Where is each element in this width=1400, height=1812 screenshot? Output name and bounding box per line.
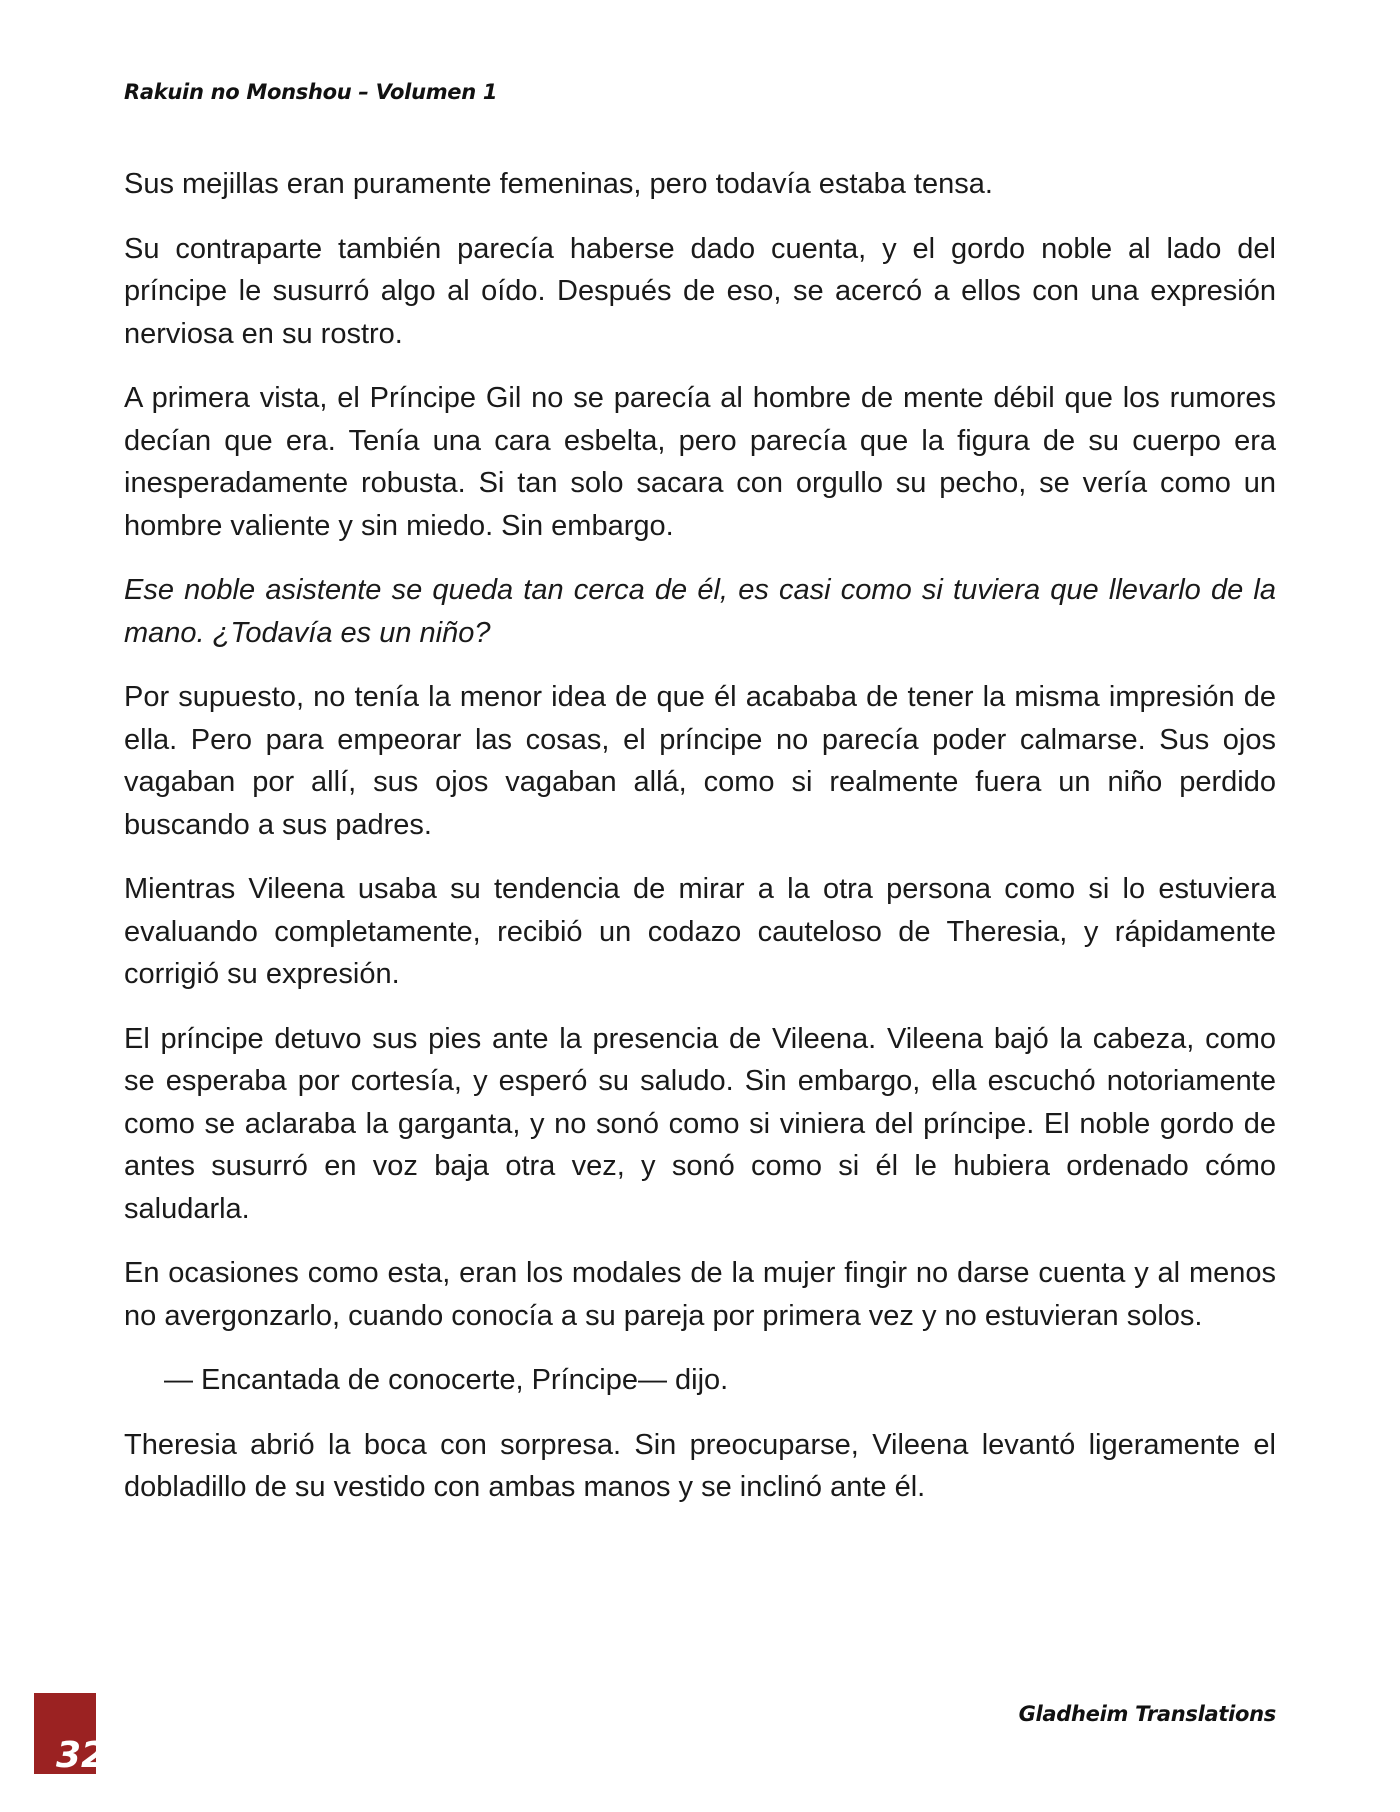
page-body — [124, 163, 1276, 1531]
italic-thought-paragraph: Ese noble asistente se queda tan cerca de él, es casi como si tuviera que llevarlo de la mano. ¿Todavía es un niño? — [124, 574, 1276, 649]
paragraph: Sus mejillas eran puramente femeninas, pero todavía estaba tensa. — [124, 168, 993, 200]
page-number: 32 — [56, 1735, 107, 1776]
translator-credit: Gladheim Translations — [1018, 1702, 1276, 1726]
paragraph: A primera vista, el Príncipe Gil no se parecía al hombre de mente débil que los rumores decían que era. Tenía una cara esbelta, pero parecía que la figura de su cuerpo era inesperadamente robusta. Si tan solo sacara con orgullo su pecho, se vería como un hombre valiente y sin miedo. Sin embargo. — [124, 382, 1276, 542]
paragraph: Su contraparte también parecía haberse dado cuenta, y el gordo noble al lado del príncipe le susurró algo al oído. Después de eso, se acercó a ellos con una expresión nerviosa en su rostro. — [124, 232, 1276, 350]
paragraph: Theresia abrió la boca con sorpresa. Sin preocuparse, Vileena levantó ligeramente el dobladillo de su vestido con ambas manos y se inclinó ante él. — [124, 1428, 1276, 1503]
paragraph: En ocasiones como esta, eran los modales de la mujer fingir no darse cuenta y al menos no avergonzarlo, cuando conocía a su pareja por primera vez y no estuvieran solos. — [124, 1257, 1276, 1332]
dialogue-line: — Encantada de conocerte, Príncipe— dijo. — [164, 1364, 729, 1396]
running-header: Rakuin no Monshou – Volumen 1 — [124, 80, 498, 104]
paragraph: Mientras Vileena usaba su tendencia de mirar a la otra persona como si lo estuviera evaluando completamente, recibió un codazo cauteloso de Theresia, y rápidamente corrigió su expresión. — [124, 873, 1276, 990]
paragraph: Por supuesto, no tenía la menor idea de que él acababa de tener la misma impresión de ella. Pero para empeorar las cosas, el príncipe no parecía poder calmarse. Sus ojos vagaban por allí, sus ojos vagaban allá, como si realmente fuera un niño perdido buscando a sus padres. — [124, 681, 1276, 841]
paragraph: El príncipe detuvo sus pies ante la presencia de Vileena. Vileena bajó la cabeza, como se esperaba por cortesía, y esperó su saludo. Sin embargo, ella escuchó notoriamente como se aclaraba la garganta, y no sonó como si viniera del príncipe. El noble gordo de antes susurró en voz baja otra vez, y sonó como si él le hubiera ordenado cómo saludarla. — [124, 1022, 1276, 1225]
